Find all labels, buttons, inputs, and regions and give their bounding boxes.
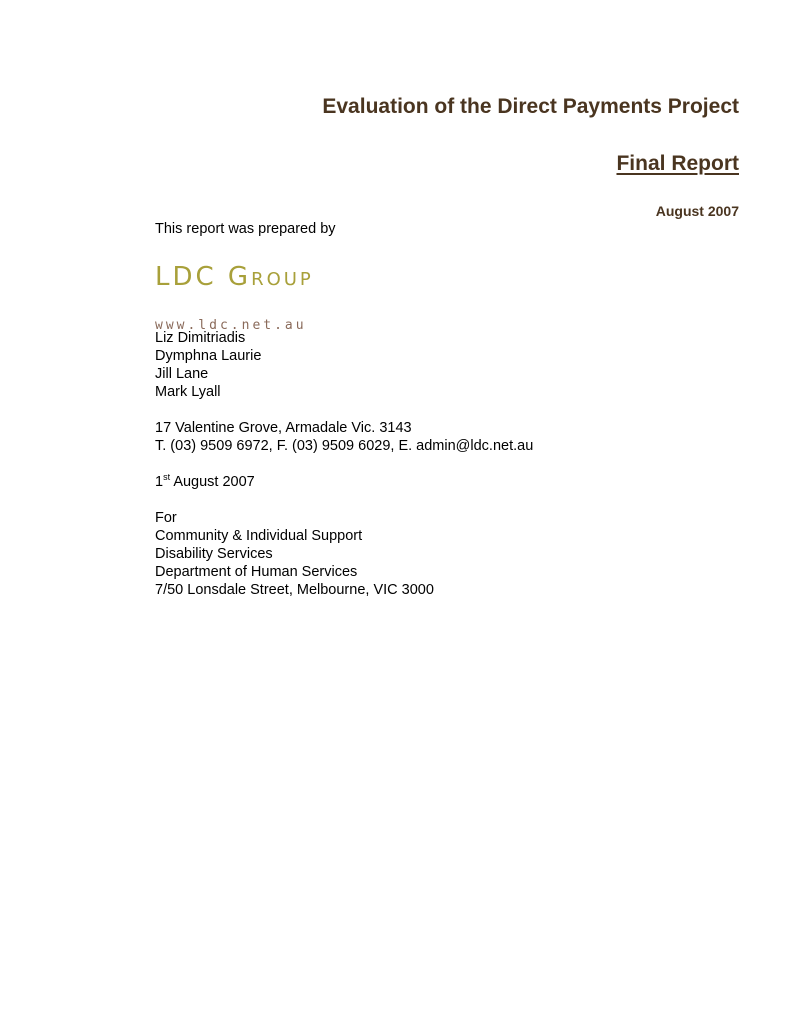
author-name: Mark Lyall <box>155 384 221 400</box>
street-address: 17 Valentine Grove, Armadale Vic. 3143 <box>155 420 412 436</box>
recipient-line: Department of Human Services <box>155 564 358 580</box>
date-day: 1 <box>155 474 164 490</box>
recipient-line: 7/50 Lonsdale Street, Melbourne, VIC 3000 <box>155 582 434 598</box>
logo-url: www.ldc.net.au <box>155 318 307 333</box>
recipient-block <box>155 509 434 599</box>
report-subtitle: Final Report <box>616 152 739 175</box>
authors-list <box>155 329 261 401</box>
logo-name: LDC Group <box>155 262 314 292</box>
address-block <box>155 419 533 455</box>
author-name: Dymphna Laurie <box>155 348 262 364</box>
report-title: Evaluation of the Direct Payments Project <box>322 95 739 118</box>
recipient-line: Disability Services <box>155 546 273 562</box>
author-name: Liz Dimitriadis <box>155 330 246 346</box>
date-suffix: st <box>163 472 171 483</box>
recipient-line: Community & Individual Support <box>155 528 363 544</box>
report-date: August 2007 <box>655 203 739 219</box>
contact-details: T. (03) 9509 6972, F. (03) 9509 6029, E. admin@ldc.net.au <box>155 438 534 454</box>
recipient-line: For <box>155 510 177 526</box>
date-sent <box>155 473 255 491</box>
date-rest: August 2007 <box>170 474 255 490</box>
author-name: Jill Lane <box>155 366 209 382</box>
prepared-by-text: This report was prepared by <box>155 221 336 237</box>
